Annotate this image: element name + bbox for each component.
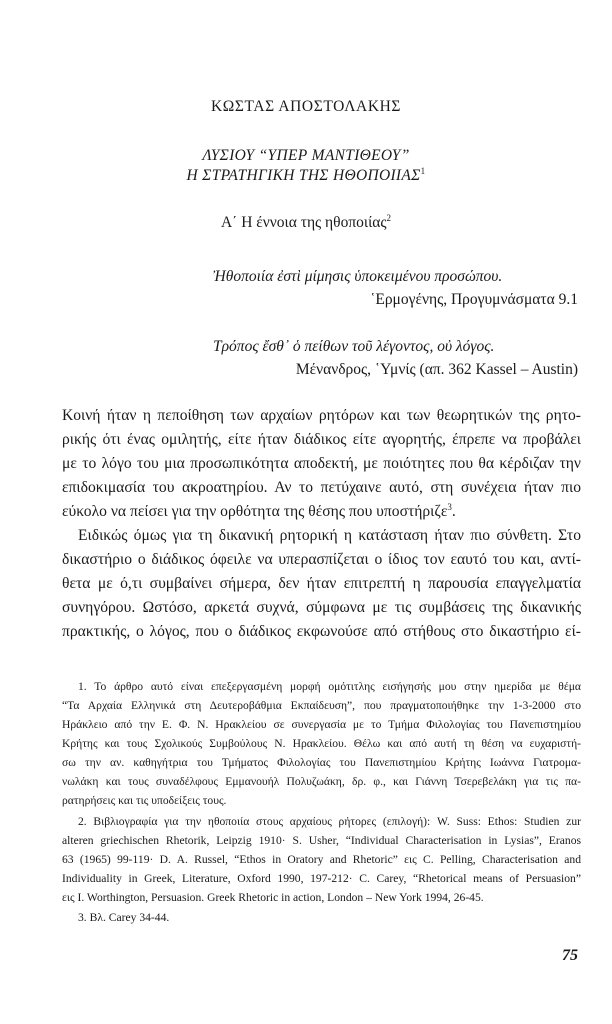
epigraph-source-1: ῾Ερμογένης, Προγυμνάσματα 9.1 — [370, 291, 578, 308]
body-line: Κοινή ήταν η πεποίθηση των αρχαίων ρητόρων και των θεωρητικών της ρητο- — [62, 407, 581, 424]
body-line: εύκολο να πείσει για την ορθότητα της θέσης που υποστήριζε$^3$. — [62, 501, 456, 520]
article-title-line-2 — [0, 167, 612, 185]
author-name: ΚΩΣΤΑΣ ΑΠΟΣΤΟΛΑΚΗΣ — [210, 98, 402, 115]
body-line: Ειδικώς όμως για τη δικανική ρητορική η κατάσταση ήταν πιο σύνθετη. Στο — [78, 527, 581, 544]
footnote-1-line: νωλάκη και τους συναδέλφους Εμμανουήλ Πολυζωάκη, δρ. φ., και Γιάννη Τσερεβελάκη για τις πα- — [62, 775, 581, 788]
epigraph-quote-1: Ἠθοποιία ἐστὶ μίμησις ὑποκειμένου προσώπου. — [213, 268, 503, 285]
epigraph-source-2: Μένανδρος, ῾Υμνίς (απ. 362 Kassel – Austin) — [295, 361, 578, 378]
footnote-1-line: Κρήτης και τους Σχολικούς Συμβούλους Ν. Ηρακλείου. Θέλω και από αυτή τη θέση να ευχαριστή- — [62, 737, 581, 750]
footnote-1-line: 1. Το άρθρο αυτό είναι επεξεργασμένη μορφή ομότιτλης εισήγησής μου στην ημερίδα με θέμα — [78, 680, 581, 693]
body-line: δικαστήριο ο διάδικος όφειλε να υπερασπίζεται ο ίδιος τον εαυτό του και, αντί- — [62, 551, 581, 568]
footnote-3-line: 3. Βλ. Carey 34-44. — [78, 911, 170, 924]
footnote-ref-1: 1 — [420, 165, 426, 176]
title-text: Η ΣΤΡΑΤΗΓΙΚΗ ΤΗΣ ΗΘΟΠΟΙΙΑΣ — [186, 167, 421, 184]
footnote-2-line: 63 (1965) 99-119· D. A. Russel, “Ethos in Oratory and Rhetoric” εις C. Pelling, Characterisation and — [62, 853, 581, 866]
body-line: επιδοκιμασία του ακροατηρίου. Αν το πετύχαινε αυτό, στη συνέχεια ήταν πιο — [62, 479, 581, 496]
footnote-ref-3: 3 — [447, 501, 452, 512]
section-heading — [0, 214, 612, 232]
footnote-2-line: alteren griechischen Rhetorik, Leipzig 1910· S. Usher, “Individual Characterisation in Lysias”, Eranos — [62, 834, 581, 847]
article-title-line-1: ΛΥΣΙΟΥ “ΥΠΕΡ ΜΑΝΤΙΘΕΟΥ” — [202, 147, 410, 164]
footnote-2-line: εις I. Worthington, Persuasion. Greek Rhetoric in action, London – New York 1994, 26-45. — [62, 891, 484, 904]
body-line-text: εύκολο να πείσει για την ορθότητα της θέσης που υποστήριζε — [62, 503, 448, 520]
footnote-2-line: 2. Βιβλιογραφία για την ηθοποιία στους αρχαίους ρήτορες (επιλογή): W. Suss: Ethos: Studien zur — [78, 815, 581, 828]
footnote-ref-2: 2 — [386, 212, 392, 223]
body-line: με το λόγο του μια προσωπικότητα αποδεκτή, με ποιότητες που θα κέρδιζαν την — [62, 455, 581, 472]
page-number: 75 — [562, 947, 578, 964]
body-line: συνηγόρου. Ωστόσο, αρκετά συχνά, σύμφωνα με τις συμβάσεις της δικανικής — [62, 599, 581, 616]
body-line: ρικής ότι ένας ομιλητής, είτε ήταν διάδικος είτε αγορητής, έπρεπε να προβάλει — [62, 431, 581, 448]
footnote-1-line: ρατηρήσεις και τις υποδείξεις τους. — [62, 794, 227, 807]
footnote-1-line: Ηράκλειο από την Ε. Φ. Ν. Ηρακλείου σε συνεργασία με το Τμήμα Φιλολογίας του Πανεπιστημίου — [62, 718, 581, 731]
footnote-1-line: σω την αν. καθηγήτρια του Τμήματος Φιλολογίας του Πανεπιστημίου Κρήτης Ιωάννα Γιατρομα- — [62, 756, 581, 769]
epigraph-quote-2: Τρόπος ἔσθ᾽ ὁ πείθων τοῦ λέγοντος, οὐ λόγος. — [213, 338, 495, 355]
section-heading-text: Α΄ Η έννοια της ηθοποιίας — [220, 214, 387, 231]
body-line: πρακτικής, ο λόγος, που ο διάδικος εκφωνούσε από στήθους στο δικαστήριο εί- — [62, 623, 581, 640]
footnote-1-line: “Τα Αρχαία Ελληνικά στη Δευτεροβάθμια Εκπαίδευση”, που πραγματοποιήθηκε την 1-3-2000 στο — [62, 699, 581, 712]
body-line: θετα με ό,τι συμβαίνει σήμερα, δεν ήταν επιτρεπτή η παρουσία επαγγελματία — [62, 575, 581, 592]
footnote-2-line: Individuality in Greek, Literature, Oxford 1990, 197-212· C. Carey, “Rhetorical means of Persuasion” — [62, 872, 581, 885]
